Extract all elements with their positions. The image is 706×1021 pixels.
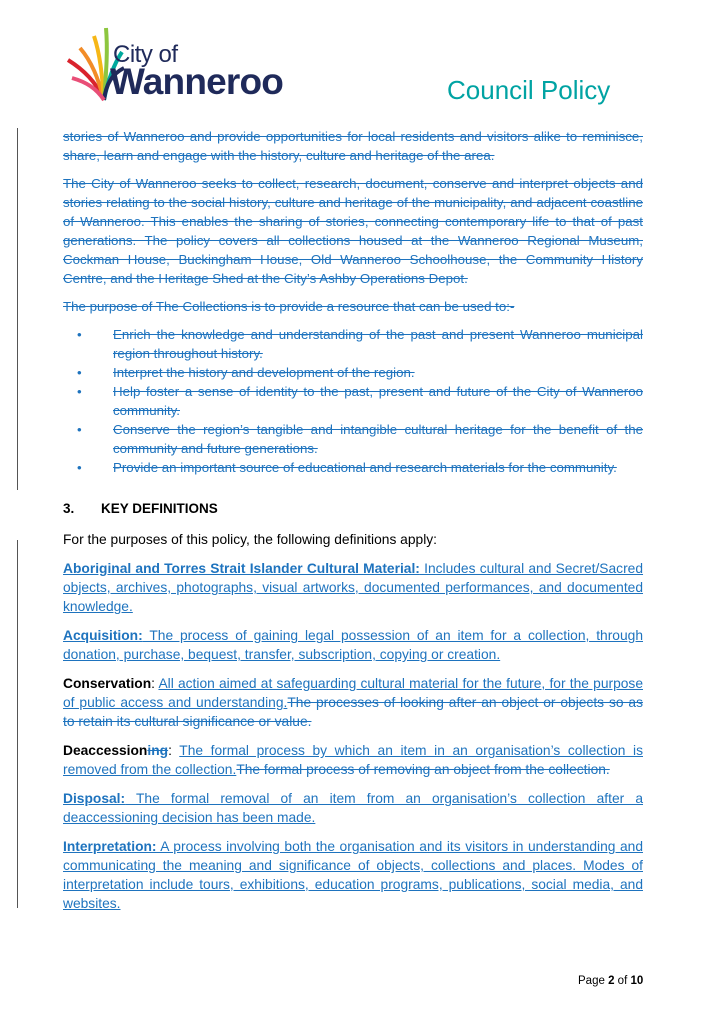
definition-colon: : <box>168 743 180 758</box>
bullet-icon: • <box>77 460 82 475</box>
definition-acquisition <box>63 626 643 664</box>
paragraph-intro: stories of Wanneroo and provide opportunities for local residents and visitors alike to reminisce, share, learn and engage with the history, culture and heritage of the area. <box>63 129 643 163</box>
section-title: KEY DEFINITIONS <box>101 501 218 516</box>
bullet-icon: • <box>77 327 82 342</box>
list-item-text: Help foster a sense of identity to the past, present and future of the City of Wanneroo community. <box>113 384 643 418</box>
definition-term: Disposal: <box>63 791 126 806</box>
definition-deleted-text: The processes of looking after an object or objects so as to retain its cultural significance or value. <box>63 695 643 729</box>
definition-conservation <box>63 674 643 731</box>
definition-colon: : <box>151 676 159 691</box>
page-number <box>578 975 643 987</box>
definition-term: Deaccession <box>63 743 148 758</box>
definition-inserted-text: The formal process by which an item in an organisation’s collection is removed from the collection. <box>63 743 643 777</box>
definitions-intro: For the purposes of this policy, the following definitions apply: <box>63 532 437 547</box>
page-current: 2 <box>608 975 615 987</box>
list-item-text: Provide an important source of educational and research materials for the community. <box>113 460 617 475</box>
logo-text-wanneroo: Wanneroo <box>110 61 284 102</box>
definition-text: A process involving both the organisation and its visitors in understanding and communicating the meaning and significance of objects, collections and places. Modes of interpretation include tours, exhibitions, education programs, publications, social media, and websites. <box>63 839 643 911</box>
paragraph-purpose: The purpose of The Collections is to provide a resource that can be used to:- <box>63 299 515 314</box>
page-title: Council Policy <box>447 75 611 105</box>
definition-deleted-suffix: ing <box>147 743 169 758</box>
definition-deaccession <box>63 741 643 779</box>
definition-interpretation <box>63 837 643 913</box>
document-body <box>63 127 643 923</box>
definition-text: The formal removal of an item from an organisation’s collection after a deaccessioning decision has been made. <box>63 791 643 825</box>
definition-text: The process of gaining legal possession of an item for a collection, through donation, purchase, bequest, transfer, subscription, copying or creation. <box>63 628 643 662</box>
change-bar-top <box>17 128 18 490</box>
list-item <box>63 420 643 458</box>
page-total: 10 <box>630 975 644 987</box>
list-item <box>63 382 643 420</box>
list-item <box>63 325 643 363</box>
page-of: of <box>617 975 628 987</box>
list-item-text: Conserve the region’s tangible and intangible cultural heritage for the benefit of the community and future generations. <box>113 422 643 456</box>
list-item <box>63 458 643 477</box>
definition-disposal <box>63 789 643 827</box>
paragraph-collections: The City of Wanneroo seeks to collect, research, document, conserve and interpret objects and stories relating to the social history, culture and heritage of the municipality, and adjacent coastline of Wanneroo. This enables the sharing of stories, connecting contemporary life to that of past generations. The policy covers all collections housed at the Wanneroo Regional Museum, Cockman House, Buckingham House, Old Wanneroo Schoolhouse, the Community History Centre, and the Heritage Shed at the City’s Ashby Operations Depot. <box>63 176 643 286</box>
bullet-icon: • <box>77 384 82 399</box>
list-item <box>63 363 643 382</box>
definition-term: Aboriginal and Torres Strait Islander Cultural Material: <box>63 561 420 576</box>
definition-term: Interpretation: <box>63 839 157 854</box>
page-word: Page <box>578 975 605 987</box>
definition-text: Includes cultural and Secret/Sacred objects, archives, photographs, visual artworks, documented performances, and documented knowledge. <box>63 561 644 614</box>
bullet-icon: • <box>77 365 82 380</box>
definition-term: Conservation <box>63 676 152 691</box>
purpose-list <box>63 325 643 477</box>
list-item-text: Interpret the history and development of the region. <box>113 365 415 380</box>
section-heading <box>63 499 643 518</box>
bullet-icon: • <box>77 422 82 437</box>
section-number: 3. <box>63 501 75 516</box>
definition-aboriginal <box>63 559 643 616</box>
change-bar-bottom <box>17 540 18 908</box>
logo-text-city-of: City of <box>113 41 178 68</box>
definition-inserted-text: All action aimed at safeguarding cultural material for the future, for the purpose of public access and understanding. <box>63 676 643 710</box>
definition-deleted-text: The formal process of removing an object from the collection. <box>236 762 610 777</box>
definition-term: Acquisition: <box>63 628 143 643</box>
list-item-text: Enrich the knowledge and understanding of the past and present Wanneroo municipal region throughout history. <box>113 327 643 361</box>
